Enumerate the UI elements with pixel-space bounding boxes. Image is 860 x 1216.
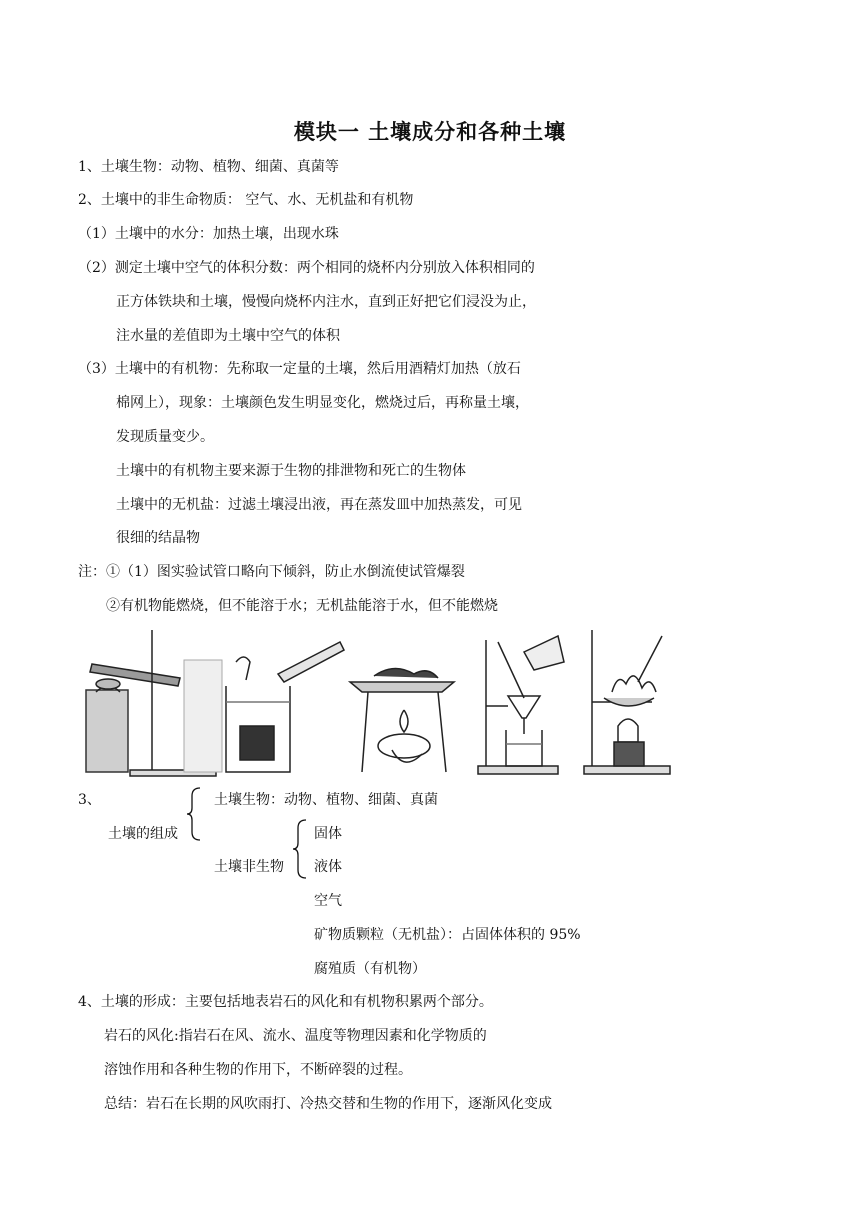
solid: 固体	[314, 826, 342, 842]
weathering-def-cont: 溶蚀作用和各种生物的作用下，不断碎裂的过程。	[104, 1062, 412, 1078]
inorganic-salt: 土壤中的无机盐：过滤土壤浸出液，再在蒸发皿中加热蒸发，可见	[116, 497, 522, 513]
point-2-3: （3）土壤中的有机物：先称取一定量的土壤，然后用酒精灯加热（放石	[78, 361, 521, 377]
note-1: 注：①（1）图实验试管口略向下倾斜，防止水倒流使试管爆裂	[78, 564, 465, 580]
soil-nonbiology: 土壤非生物	[214, 859, 284, 875]
point-1: 1、土壤生物：动物、植物、细菌、真菌等	[78, 159, 339, 175]
summary: 总结：岩石在长期的风吹雨打、冷热交替和生物的作用下，逐渐风化变成	[104, 1096, 552, 1112]
page-title: 模块一 土壤成分和各种土壤	[293, 120, 567, 144]
mineral-particles: 矿物质颗粒（无机盐）：占固体体积的 95%	[314, 927, 581, 943]
fig-heating-tube	[86, 630, 222, 776]
point-2-2-cont1: 正方体铁块和土壤，慢慢向烧杯内注水，直到正好把它们浸没为止，	[116, 294, 536, 310]
inorganic-salt-cont: 很细的结晶物	[116, 530, 200, 546]
liquid: 液体	[314, 859, 342, 875]
gas: 空气	[314, 893, 342, 909]
brace-root	[186, 786, 204, 842]
point-2-2: （2）测定土壤中空气的体积分数：两个相同的烧杯内分别放入体积相同的	[78, 260, 535, 276]
fig-beaker-block	[226, 642, 344, 772]
point-2-1: （1）土壤中的水分：加热土壤，出现水珠	[78, 226, 339, 242]
organic-source: 土壤中的有机物主要来源于生物的排泄物和死亡的生物体	[116, 463, 466, 479]
fig-evaporation	[584, 630, 670, 774]
weathering-def: 岩石的风化:指岩石在风、流水、温度等物理因素和化学物质的	[104, 1028, 487, 1044]
point-2: 2、土壤中的非生命物质： 空气、水、无机盐和有机物	[78, 192, 414, 208]
humus: 腐殖质（有机物）	[314, 961, 426, 977]
diagram-root: 土壤的组成	[108, 826, 178, 842]
point-2-3-cont2: 发现质量变少。	[116, 429, 214, 445]
diagram-number: 3、	[78, 792, 101, 808]
experiment-figures	[78, 622, 678, 782]
fig-gauze-heating	[350, 668, 454, 772]
point-2-2-cont2: 注水量的差值即为土壤中空气的体积	[116, 328, 340, 344]
point-2-3-cont1: 棉网上），现象：土壤颜色发生明显变化，燃烧过后，再称量土壤，	[116, 395, 529, 411]
fig-filtration	[478, 636, 564, 774]
brace-nonbio	[292, 818, 310, 880]
note-2: ②有机物能燃烧，但不能溶于水；无机盐能溶于水，但不能燃烧	[106, 598, 498, 614]
point-4: 4、土壤的形成：主要包括地表岩石的风化和有机物积累两个部分。	[78, 994, 493, 1010]
soil-biology: 土壤生物：动物、植物、细菌、真菌	[214, 792, 438, 808]
